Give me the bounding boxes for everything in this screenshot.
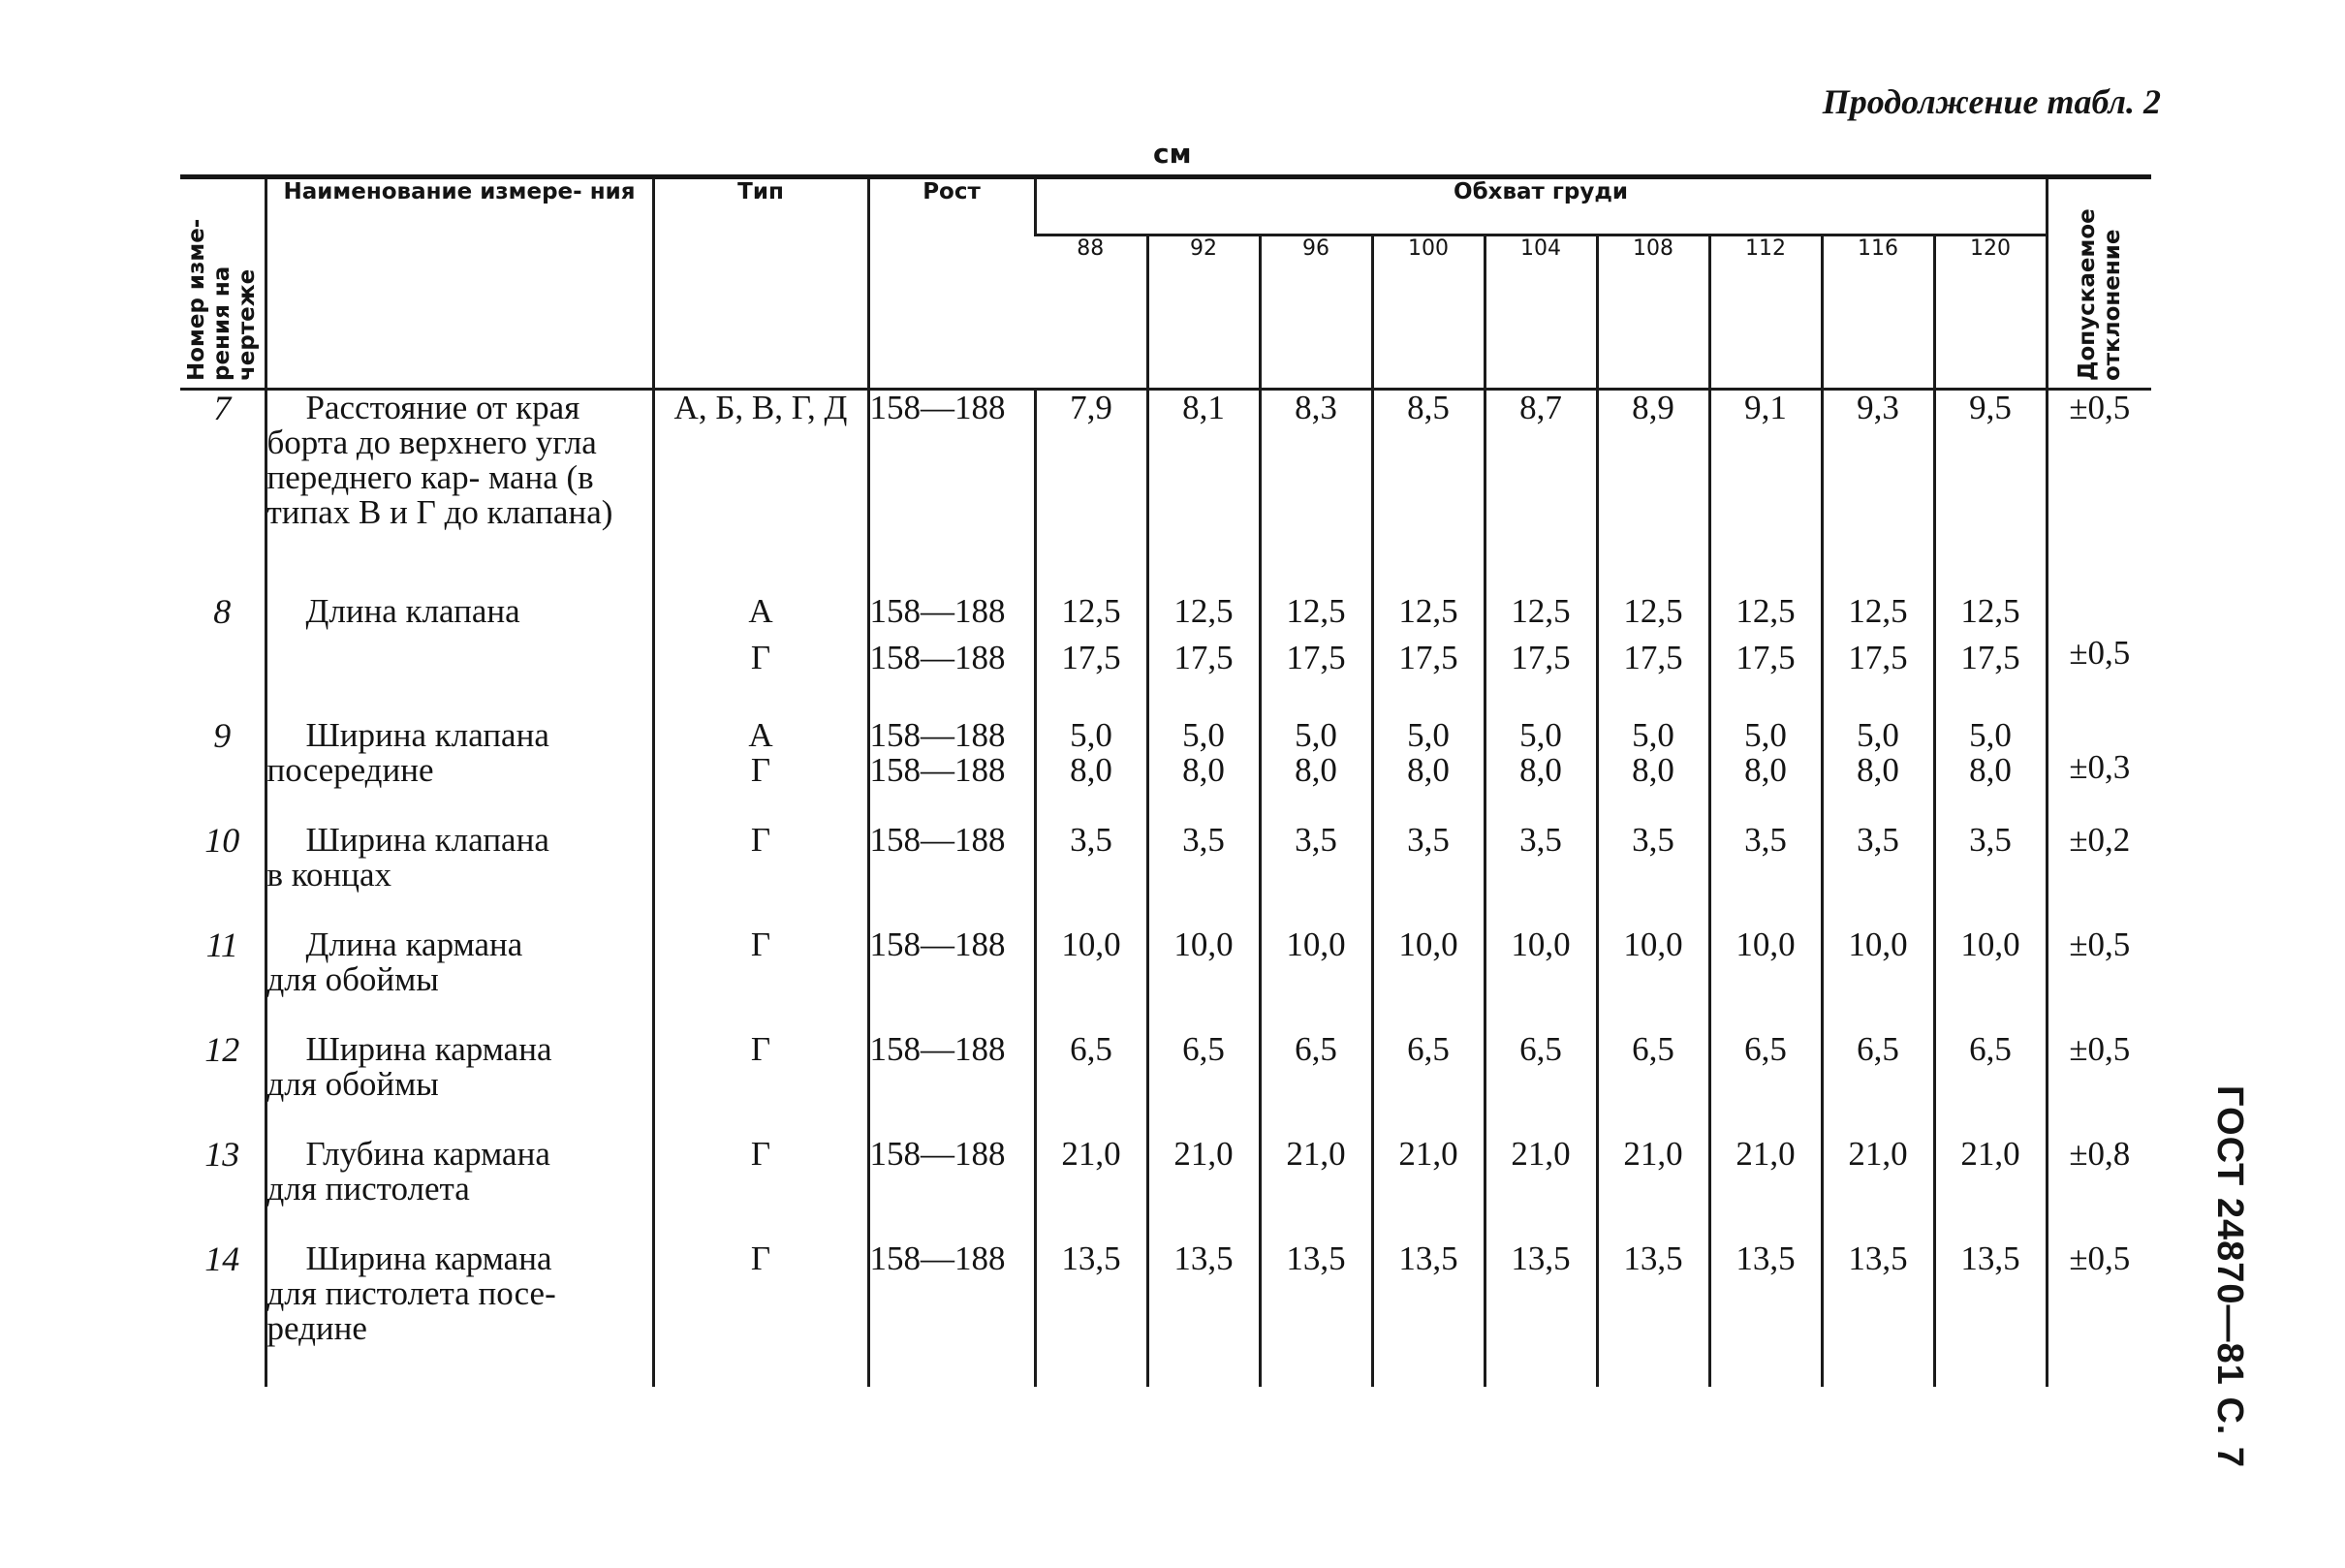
value-cell: 5,0 8,0 xyxy=(1822,712,1934,823)
row-type: Г xyxy=(653,1241,868,1387)
row-type xyxy=(653,594,868,712)
row-name: Длина кармана для обоймы xyxy=(266,927,653,1032)
table-row xyxy=(180,823,2151,927)
row-height: 158—188 xyxy=(868,1241,1035,1387)
value-cell: 5,0 8,0 xyxy=(1709,712,1822,823)
row-number: 10 xyxy=(204,821,240,860)
value-cell: 10,0 xyxy=(1934,927,2047,1032)
value-cell: 9,1 xyxy=(1709,390,1822,595)
value-cell: 9,5 xyxy=(1934,390,2047,595)
row-height: 158—188 xyxy=(868,927,1035,1032)
value-cell: 9,3 xyxy=(1822,390,1934,595)
row-name: Глубина кармана для пистолета xyxy=(266,1137,653,1241)
value-cell: 8,5 xyxy=(1372,390,1485,595)
value-cell: 13,5 xyxy=(1822,1241,1934,1387)
row-type-g: Г xyxy=(750,639,771,676)
value-cell: 3,5 xyxy=(1822,823,1934,927)
table-row xyxy=(180,390,2151,595)
col-header-number xyxy=(180,177,266,390)
col-header-type xyxy=(653,177,868,390)
row-height: 158—188 xyxy=(868,823,1035,927)
value-cell: 10,0 xyxy=(1260,927,1372,1032)
chest-size-100: 100 xyxy=(1372,235,1485,390)
value-cell: 12,5 17,5 xyxy=(1597,594,1709,712)
value-cell: 3,5 xyxy=(1709,823,1822,927)
value-cell: 21,0 xyxy=(1485,1137,1597,1241)
value-cell: 12,5 17,5 xyxy=(1485,594,1597,712)
standard-page-label: ГОСТ 24870—81 С. 7 xyxy=(2209,1085,2250,1469)
table-row xyxy=(180,1241,2151,1387)
value-cell: 21,0 xyxy=(1934,1137,2047,1241)
value-cell: 6,5 xyxy=(1597,1032,1709,1137)
value-cell: 12,5 17,5 xyxy=(1147,594,1260,712)
table-row xyxy=(180,1032,2151,1137)
value-cell: 12,5 17,5 xyxy=(1260,594,1372,712)
row-height: 158—188 xyxy=(868,1032,1035,1137)
col-header-height xyxy=(868,177,1035,390)
chest-size-116: 116 xyxy=(1822,235,1934,390)
col-header-name-text: Наименование измере- ния xyxy=(283,179,636,204)
chest-size-88: 88 xyxy=(1035,235,1147,390)
value-cell: 3,5 xyxy=(1485,823,1597,927)
continuation-caption: Продолжение табл. 2 xyxy=(1822,82,2161,121)
value-cell: 13,5 xyxy=(1372,1241,1485,1387)
row-name: Ширина кармана для пистолета посе- редине xyxy=(266,1241,653,1387)
row-tolerance: ±0,5 xyxy=(2047,594,2151,712)
chest-size-108: 108 xyxy=(1597,235,1709,390)
row-tolerance: ±0,5 xyxy=(2047,390,2151,595)
table-row xyxy=(180,712,2151,823)
row-number: 9 xyxy=(213,716,232,755)
table-row xyxy=(180,594,2151,712)
value-cell: 21,0 xyxy=(1147,1137,1260,1241)
value-cell: 6,5 xyxy=(1035,1032,1147,1137)
value-cell: 5,0 8,0 xyxy=(1035,712,1147,823)
value-cell: 3,5 xyxy=(1597,823,1709,927)
row-height: 158—188 158—188 xyxy=(868,712,1035,823)
value-cell: 8,1 xyxy=(1147,390,1260,595)
col-header-tolerance-text: Допускаемое отклонение xyxy=(2074,208,2125,381)
row-name: Длина клапана xyxy=(266,594,653,712)
col-header-name xyxy=(266,177,653,390)
col-header-chest-group xyxy=(1035,177,2047,235)
row-tolerance: ±0,8 xyxy=(2047,1137,2151,1241)
value-cell: 13,5 xyxy=(1147,1241,1260,1387)
row-height: 158—188 xyxy=(868,1137,1035,1241)
row-number: 12 xyxy=(204,1030,240,1069)
value-cell: 6,5 xyxy=(1934,1032,2047,1137)
row-number: 7 xyxy=(213,389,232,427)
value-cell: 12,5 17,5 xyxy=(1934,594,2047,712)
col-header-height-text: Рост xyxy=(922,179,981,204)
chest-size-120: 120 xyxy=(1934,235,2047,390)
value-cell: 13,5 xyxy=(1597,1241,1709,1387)
unit-label: см xyxy=(1153,138,1192,170)
row-height-a: 158—188 xyxy=(869,592,1006,630)
value-cell: 3,5 xyxy=(1372,823,1485,927)
chest-size-92: 92 xyxy=(1147,235,1260,390)
value-cell: 3,5 xyxy=(1147,823,1260,927)
value-cell: 13,5 xyxy=(1709,1241,1822,1387)
row-type: Г xyxy=(653,927,868,1032)
row-name: Ширина клапана посередине xyxy=(266,712,653,823)
value-cell: 21,0 xyxy=(1260,1137,1372,1241)
value-cell: 10,0 xyxy=(1485,927,1597,1032)
value-cell: 13,5 xyxy=(1035,1241,1147,1387)
table-row xyxy=(180,927,2151,1032)
value-cell: 10,0 xyxy=(1597,927,1709,1032)
col-header-tolerance xyxy=(2047,177,2151,390)
value-cell: 5,0 8,0 xyxy=(1485,712,1597,823)
chest-size-104: 104 xyxy=(1485,235,1597,390)
row-tolerance: ±0,2 xyxy=(2047,823,2151,927)
value-cell: 21,0 xyxy=(1372,1137,1485,1241)
value-cell: 21,0 xyxy=(1822,1137,1934,1241)
measurements-table xyxy=(180,174,2151,1387)
value-cell: 12,5 17,5 xyxy=(1709,594,1822,712)
row-type: А, Б, В, Г, Д xyxy=(653,390,868,595)
row-name: Ширина кармана для обоймы xyxy=(266,1032,653,1137)
value-cell: 6,5 xyxy=(1709,1032,1822,1137)
value-cell: 7,9 xyxy=(1035,390,1147,595)
value-cell: 3,5 xyxy=(1035,823,1147,927)
chest-size-96: 96 xyxy=(1260,235,1372,390)
value-cell: 12,5 17,5 xyxy=(1035,594,1147,712)
value-cell: 12,5 17,5 xyxy=(1372,594,1485,712)
value-cell: 3,5 xyxy=(1260,823,1372,927)
row-name: Расстояние от края борта до верхнего угла переднего кар- мана (в типах В и Г до клапана) xyxy=(266,390,653,595)
row-tolerance: ±0,5 xyxy=(2047,927,2151,1032)
row-tolerance: ±0,5 xyxy=(2047,1241,2151,1387)
value-cell: 21,0 xyxy=(1709,1137,1822,1241)
row-height xyxy=(868,594,1035,712)
value-cell: 21,0 xyxy=(1597,1137,1709,1241)
row-type: А Г xyxy=(653,712,868,823)
row-type: Г xyxy=(653,1137,868,1241)
col-header-chest-group-text: Обхват груди xyxy=(1454,179,1629,204)
row-type-a: А xyxy=(748,592,773,630)
value-cell: 8,7 xyxy=(1485,390,1597,595)
value-cell: 13,5 xyxy=(1260,1241,1372,1387)
row-height: 158—188 xyxy=(868,390,1035,595)
value-cell: 6,5 xyxy=(1372,1032,1485,1137)
row-tolerance: ±0,3 xyxy=(2047,712,2151,823)
value-cell: 13,5 xyxy=(1934,1241,2047,1387)
value-cell: 8,3 xyxy=(1260,390,1372,595)
value-cell: 10,0 xyxy=(1822,927,1934,1032)
value-cell: 10,0 xyxy=(1709,927,1822,1032)
value-cell: 10,0 xyxy=(1035,927,1147,1032)
row-height-g: 158—188 xyxy=(869,639,1006,676)
value-cell: 5,0 8,0 xyxy=(1147,712,1260,823)
col-header-number-text: Номер изме- рения на чертеже xyxy=(184,218,261,381)
row-number: 14 xyxy=(204,1239,240,1278)
row-type: Г xyxy=(653,823,868,927)
row-tolerance: ±0,5 xyxy=(2047,1032,2151,1137)
value-cell: 6,5 xyxy=(1147,1032,1260,1137)
value-cell: 8,9 xyxy=(1597,390,1709,595)
value-cell: 12,5 17,5 xyxy=(1822,594,1934,712)
value-cell: 5,0 8,0 xyxy=(1597,712,1709,823)
value-cell: 6,5 xyxy=(1260,1032,1372,1137)
row-name: Ширина клапана в концах xyxy=(266,823,653,927)
value-cell: 5,0 8,0 xyxy=(1260,712,1372,823)
row-type: Г xyxy=(653,1032,868,1137)
table-row xyxy=(180,1137,2151,1241)
chest-size-112: 112 xyxy=(1709,235,1822,390)
value-cell: 10,0 xyxy=(1147,927,1260,1032)
value-cell: 5,0 8,0 xyxy=(1372,712,1485,823)
value-cell: 6,5 xyxy=(1822,1032,1934,1137)
value-cell: 5,0 8,0 xyxy=(1934,712,2047,823)
value-cell: 21,0 xyxy=(1035,1137,1147,1241)
row-number: 13 xyxy=(204,1135,240,1174)
row-number: 8 xyxy=(213,592,232,631)
value-cell: 6,5 xyxy=(1485,1032,1597,1137)
value-cell: 13,5 xyxy=(1485,1241,1597,1387)
value-cell: 10,0 xyxy=(1372,927,1485,1032)
row-number: 11 xyxy=(205,925,238,964)
value-cell: 3,5 xyxy=(1934,823,2047,927)
col-header-type-text: Тип xyxy=(737,179,784,204)
